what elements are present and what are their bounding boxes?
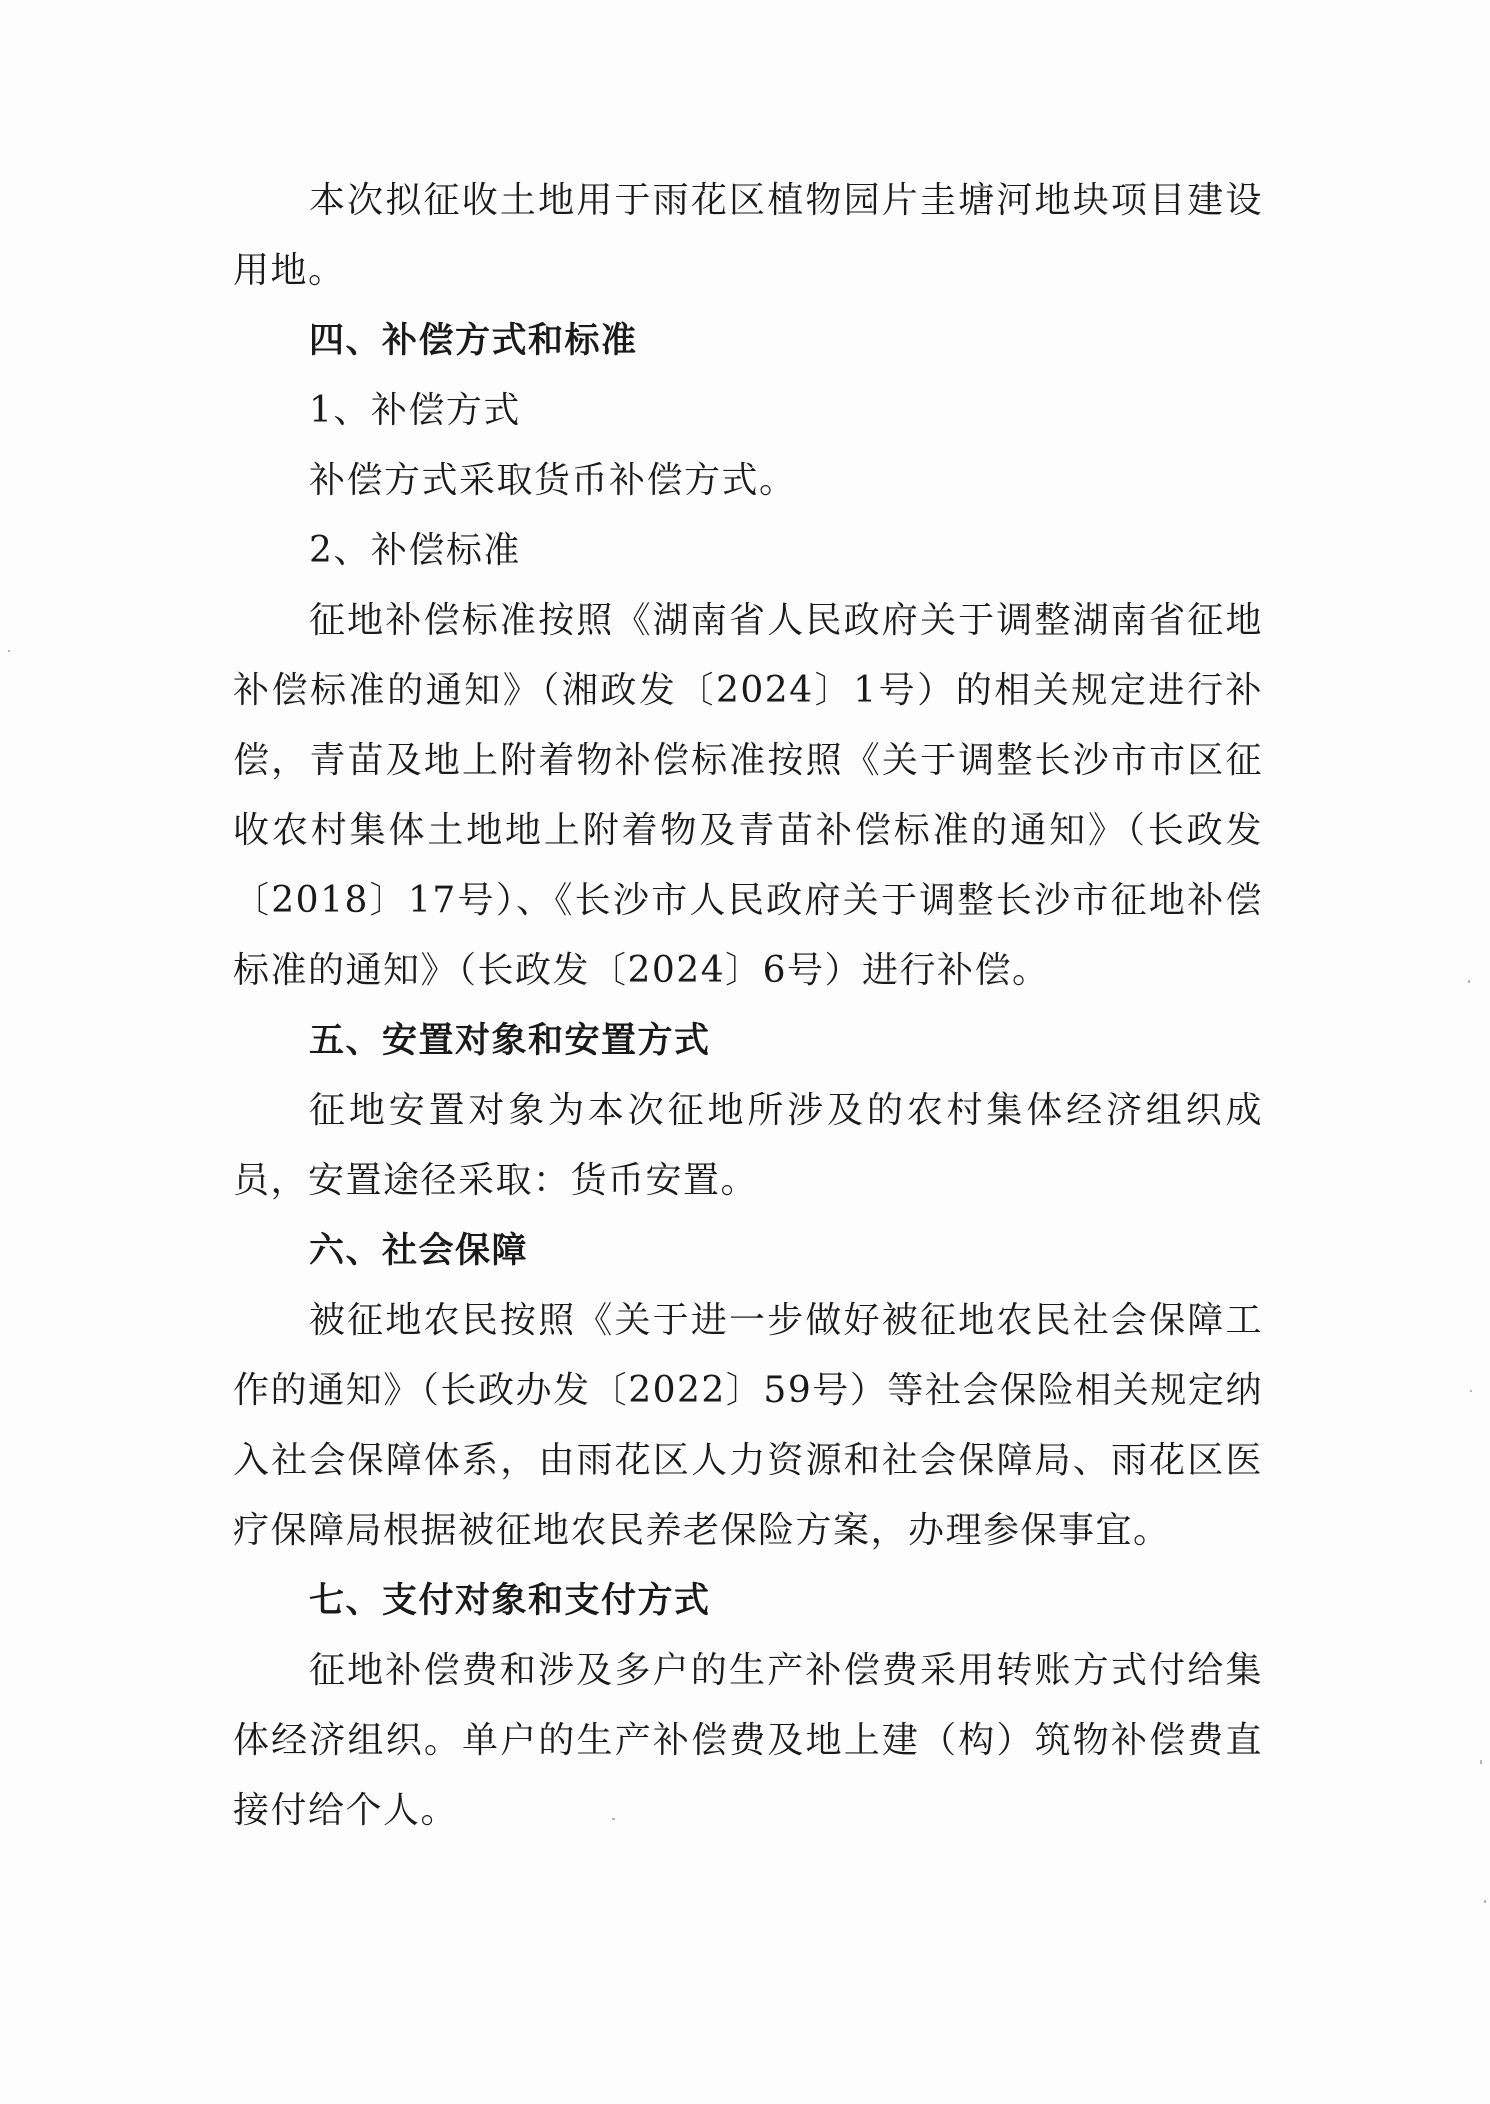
section-heading-social-security: 六、社会保障 [309, 1231, 529, 1271]
compensation-standard-paragraph: 征地补偿标准按照《湖南省人民政府关于调整湖南省征地补偿标准的通知》（湘政发〔2024〕1号）的相关规定进行补偿，青苗及地上附着物补偿标准按照《关于调整长沙市市区征收农村集体土地地上附着物及青苗补偿标准的通知》（长政发〔2018〕17号）、《长沙市人民政府关于调整长沙市征地补偿标准的通知》（长政发〔2024〕6号）进行补偿。 [233, 600, 1263, 991]
land-use-paragraph: 本次拟征收土地用于雨花区植物园片圭塘河地块项目建设用地。 [233, 180, 1263, 291]
section-heading-payment: 七、支付对象和支付方式 [309, 1581, 711, 1621]
scan-speck [1484, 1900, 1486, 1903]
resettlement-paragraph: 征地安置对象为本次征地所涉及的农村集体经济组织成员，安置途径采取：货币安置。 [233, 1090, 1263, 1201]
subheading-compensation-method: 1、补偿方式 [309, 390, 521, 431]
scan-speck [612, 1818, 615, 1820]
scan-speck [1470, 1390, 1472, 1392]
scan-speck [1468, 980, 1470, 983]
document-body [233, 166, 1263, 1846]
scan-speck [1480, 1760, 1482, 1764]
subheading-compensation-standard: 2、补偿标准 [309, 530, 521, 571]
social-security-paragraph: 被征地农民按照《关于进一步做好被征地农民社会保障工作的通知》（长政办发〔2022〕59号）等社会保险相关规定纳入社会保障体系，由雨花区人力资源和社会保障局、雨花区医疗保障局根据被征地农民养老保险方案，办理参保事宜。 [233, 1300, 1263, 1551]
scan-speck [8, 650, 10, 652]
section-heading-resettlement: 五、安置对象和安置方式 [309, 1021, 711, 1061]
payment-paragraph: 征地补偿费和涉及多户的生产补偿费采用转账方式付给集体经济组织。单户的生产补偿费及地上建（构）筑物补偿费直接付给个人。 [233, 1650, 1263, 1831]
compensation-method-paragraph: 补偿方式采取货币补偿方式。 [309, 460, 797, 501]
section-heading-compensation: 四、补偿方式和标准 [309, 321, 638, 361]
